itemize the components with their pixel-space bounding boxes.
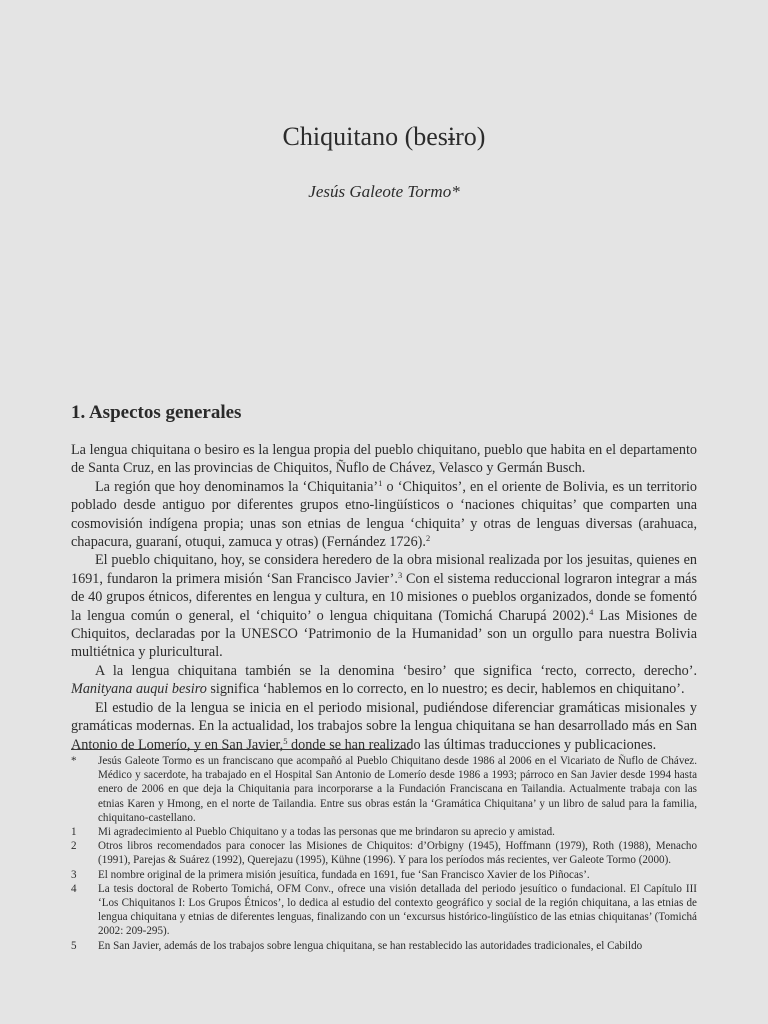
footnote-marker: 4 — [71, 882, 77, 895]
paragraph-2 — [71, 478, 697, 552]
paragraph-text: El estudio de la lengua se inicia en el periodo misional, pudiéndose diferenciar gramáticas misionales y gramáticas modernas. En la actualidad, los trabajos sobre la lengua chiquitana se han desarrollado más en San Antonio de Lomerío, y en San Javier, — [71, 699, 697, 753]
title-barred-letter: ɨ — [447, 122, 456, 151]
footnote-4 — [71, 882, 697, 939]
footnote-ref[interactable]: 1 — [378, 477, 383, 488]
section-heading: 1. Aspectos generales — [71, 402, 242, 423]
paragraph-text: donde se han realizado las últimas traducciones y publicaciones. — [287, 736, 657, 753]
footnote-marker: 1 — [71, 826, 77, 839]
footnote-text: Mi agradecimiento al Pueblo Chiquitano y a todas las personas que me brindaron su aprecio y amistad. — [98, 826, 555, 839]
footnote-ref[interactable]: 2 — [425, 533, 431, 544]
footnote-1 — [71, 825, 697, 839]
paragraph-text: La región que hoy denominamos la ‘Chiquitania’ — [95, 478, 379, 495]
footnote-5 — [71, 939, 697, 953]
footnote-author — [71, 754, 697, 825]
paragraph-3 — [71, 551, 697, 661]
footnote-3 — [71, 868, 697, 882]
footnote-text: En San Javier, además de los trabajos sobre lengua chiquitana, se han restablecido las autoridades tradicionales, el Cabildo — [98, 939, 643, 952]
footnote-marker: * — [71, 755, 77, 767]
paragraph-1 — [71, 441, 697, 478]
footnote-2 — [71, 839, 697, 867]
footnote-ref[interactable]: 3 — [397, 569, 403, 580]
footnote-text: El nombre original de la primera misión jesuítica, fundada en 1691, fue ‘San Francisco Xavier de los Piñocas’. — [98, 868, 590, 881]
paragraph-text: significa ‘hablemos en lo correcto, en lo nuestro; es decir, hablemos en chiquitano’. — [206, 681, 685, 698]
page-title — [0, 122, 768, 152]
footnote-ref[interactable]: 4 — [589, 606, 594, 617]
paragraph-4 — [71, 662, 697, 699]
footnote-ref[interactable]: 5 — [283, 735, 288, 746]
paragraph-text: Con el sistema reduccional lograron integrar a más de 40 grupos étnicos, diferentes en lengua y cultura, en 10 misiones o pueblos organizados, donde se fomentó la lengua común o general, el ‘chiquito’ o lengua chiquitana (Tomichá Charupá 2002). — [71, 570, 697, 624]
paragraph-italic: Manityana auqui besiro — [71, 681, 207, 698]
paragraph-5 — [71, 699, 697, 754]
title-before: Chiquitano (bes — [282, 122, 448, 151]
paragraph-text: A la lengua chiquitana también se la denomina ‘besiro’ que significa ‘recto, correcto, derecho’. — [95, 662, 697, 679]
footnote-marker: 5 — [71, 939, 77, 952]
footnote-text: Otros libros recomendados para conocer las Misiones de Chiquitos: d’Orbigny (1945), Hoffmann (1979), Roth (1988), Menacho (1991), Parejas & Suárez (1992), Querejazu (1995), Kühne (1996). Y para los períodos más recientes, ver Galeote Tormo (2000). — [98, 840, 697, 867]
paragraph-text: Las Misiones de Chiquitos, declaradas por la UNESCO ‘Patrimonio de la Humanidad’ son un orgullo para nuestra Bolivia multiétnica y pluricultural. — [71, 607, 698, 661]
title-after: ro) — [455, 122, 486, 151]
footnote-marker: 3 — [71, 868, 77, 881]
paragraph-text: La lengua chiquitana o besiro es la lengua propia del pueblo chiquitano, pueblo que habita en el departamento de Santa Cruz, en las provincias de Chiquitos, Ñuflo de Chávez, Velasco y Germán Busch. — [71, 442, 697, 477]
author-name: Jesús Galeote Tormo* — [308, 182, 460, 201]
paragraph-text: o ‘Chiquitos’, en el oriente de Bolivia, es un territorio poblado desde antiguo por diferentes grupos etno-lingüísticos o ‘naciones chiquitas’ que comparten una cosmovisión indígena propia; unas son etnias de lengua ‘chiquita’ y otras de lenguas diversas (arahuaca, chapacura, guaraní, otuqui, zamuca y otras) (Fernández 1726). — [71, 478, 697, 551]
footnote-marker: 2 — [71, 840, 77, 853]
body-text — [71, 441, 697, 754]
footnote-text: La tesis doctoral de Roberto Tomichá, OFM Conv., ofrece una visión detallada del periodo jesuítico o fundacional. El Capítulo III ‘Los Chiquitanos I: Los Grupos Étnicos’, lo dedica al estudio del contexto geográfico y social de la región chiquitana, a las etnias de lengua chiquitana y etnias de diferentes lenguas, finalizando con un ‘excursus histórico-lingüístico de las etnias chiquitanas’ (Tomichá 2002: 209-295). — [98, 882, 697, 938]
footnotes — [71, 754, 697, 953]
footnote-divider — [71, 749, 411, 750]
footnote-text: Jesús Galeote Tormo es un franciscano que acompañó al Pueblo Chiquitano desde 1986 al 2006 en el Vicariato de Ñuflo de Chávez. Médico y sacerdote, ha trabajado en el Hospital San Antonio de Lomerío desde 1986 a 1993; párroco en San Javier desde 1994 hasta enero de 2006 en que deja la Chiquitania para incorporarse a la Fundación Franciscana en Tailandia. Actualmente trabaja con las etnias Karen y Hmong, en el norte de Tailandia. Entre sus obras están la ‘Gramática Chiquitana’ y un libro de salud para la familia, chiquitano-castellano. — [98, 755, 697, 824]
paragraph-text: El pueblo chiquitano, hoy, se considera heredero de la obra misional realizada por los jesuitas, quienes en 1691, fundaron la primera misión ‘San Francisco Javier’. — [71, 552, 697, 587]
